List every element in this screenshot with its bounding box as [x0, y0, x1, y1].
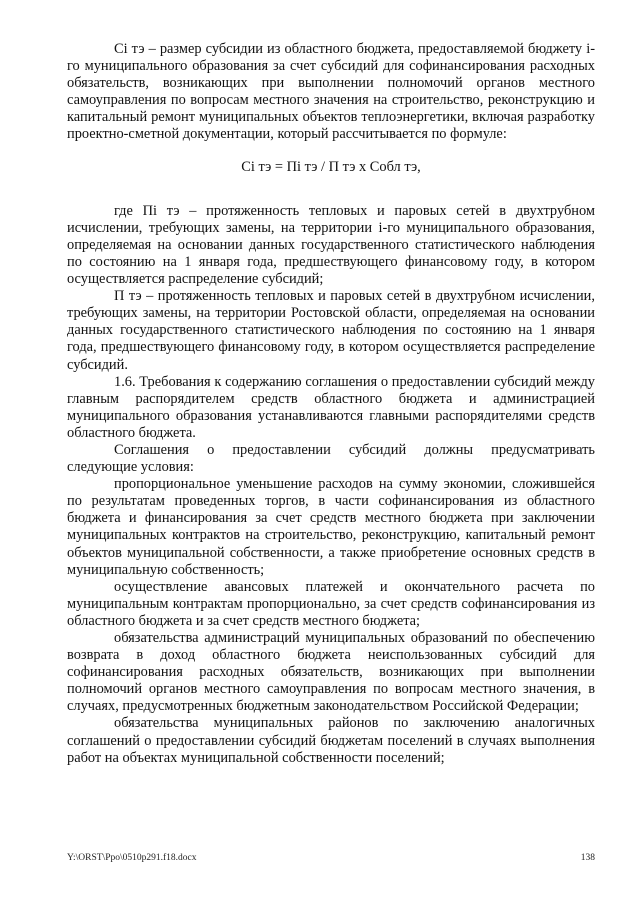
paragraph-subsidy-definition: Ci тэ – размер субсидии из областного бюджета, предоставляемой бюджету i-го муниципального образования за счет субсидий для софинансирования расходных обязательств, возникающих при выполнении полномочий органов местного самоуправления по вопросам местного значения на строительство, реконструкцию и капитальный ремонт муниципальных объектов теплоэнергетики, включая разработку проектно-сметной документации, который рассчитывается по формуле: — [67, 41, 595, 143]
paragraph-pi-definition: где Пi тэ – протяженность тепловых и паровых сетей в двухтрубном исчислении, требующих замены, на территории i-го муниципального образования, определяемая на основании данных государственного статистического наблюдения по состоянию на 1 января года, предшествующего финансовому году, в котором осуществляется распределение субсидий; — [67, 202, 595, 288]
paragraph-condition-proportional-reduction: пропорциональное уменьшение расходов на сумму экономии, сложившейся по результатам проведенных торгов, в части софинансирования из областного бюджета и финансирования за счет средств местного бюджета при заключении муниципальных контрактов на строительство, реконструкцию, капитальный ремонт объектов муниципальной собственности, а также приобретение основных средств в муниципальную собственность; — [67, 476, 595, 578]
paragraph-condition-district-agreements: обязательства муниципальных районов по заключению аналогичных соглашений о предоставлении субсидий бюджетам поселений в случаях выполнения работ на объектах муниципальной собственности поселений; — [67, 715, 595, 766]
paragraph-condition-return-obligations: обязательства администраций муниципальных образований по обеспечению возврата в доход областного бюджета неиспользованных субсидий для софинансирования расходных обязательств, возникающих при выполнении полномочий органов местного самоуправления по вопросам местного значения, в случаях, предусмотренных бюджетным законодательством Российской Федерации; — [67, 630, 595, 715]
document-body — [67, 41, 595, 767]
paragraph-condition-advance-payments: осуществление авансовых платежей и окончательного расчета по муниципальным контрактам пропорционально, за счет средств софинансирования из областного бюджета и за счет средств местного бюджета; — [67, 578, 595, 629]
paragraph-agreement-conditions: Соглашения о предоставлении субсидий должны предусматривать следующие условия: — [67, 441, 595, 476]
footer-page-number: 138 — [580, 853, 595, 863]
paragraph-p-definition: П тэ – протяженность тепловых и паровых сетей в двухтрубном исчислении, требующих замены, на территории Ростовской области, определяемая на основании данных государственного статистического наблюдения по состоянию на 1 января года, предшествующего финансовому году, в котором осуществляется распределение субсидий. — [67, 288, 595, 373]
footer-file-path: Y:\ORST\Ppo\0510p291.f18.docx — [67, 853, 197, 863]
formula: Ci тэ = Пi тэ / П тэ х Собл тэ, — [241, 158, 421, 175]
paragraph-section-1-6: 1.6. Требования к содержанию соглашения о предоставлении субсидий между главным распорядителем средств областного бюджета и администрацией муниципального образования устанавливаются главными распорядителями средств областного бюджета. — [67, 373, 595, 441]
